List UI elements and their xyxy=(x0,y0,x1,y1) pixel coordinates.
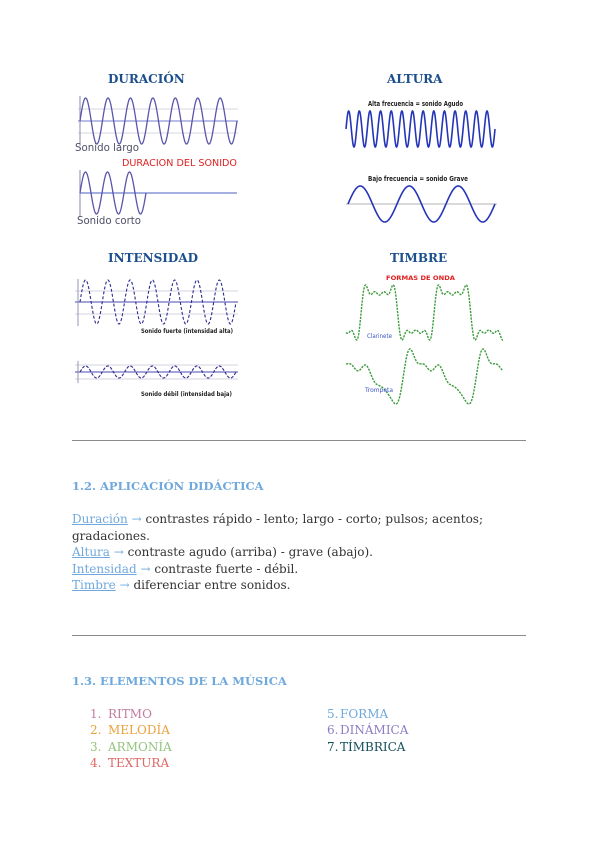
duration-heading: DURACIÓN xyxy=(108,72,185,86)
item-number: 5. xyxy=(327,707,339,721)
long-sound-label: Sonido largo xyxy=(75,142,139,154)
term-link-duracion[interactable]: Duración xyxy=(72,512,128,526)
item-label: ARMONÍA xyxy=(108,739,172,754)
term-link-intensidad[interactable]: Intensidad xyxy=(72,561,137,576)
application-description: contraste fuerte - débil. xyxy=(154,561,299,576)
pitch-figure xyxy=(340,96,502,228)
trumpet-waveform xyxy=(346,349,503,404)
list-item-melodia xyxy=(90,722,172,738)
item-label: TÍMBRICA xyxy=(340,739,406,754)
horizontal-divider xyxy=(72,635,526,636)
item-number: 7. xyxy=(327,739,339,754)
item-label: FORMA xyxy=(340,707,389,721)
list-item-ritmo xyxy=(90,706,172,722)
pitch-heading: ALTURA xyxy=(387,72,443,86)
duration-figure xyxy=(72,92,244,232)
application-item-timbre xyxy=(72,577,527,594)
item-number: 4. xyxy=(90,756,102,771)
timbre-figure xyxy=(340,272,506,410)
application-description: contrastes rápido - lento; largo - corto; pulsos; acentos; gradaciones. xyxy=(72,512,484,543)
item-label: DINÁMICA xyxy=(340,723,409,738)
list-item-timbrica xyxy=(327,739,408,755)
item-number: 6. xyxy=(327,723,339,738)
music-elements-list-right xyxy=(327,706,408,755)
music-elements-list-left xyxy=(90,706,172,772)
term-link-altura[interactable]: Altura xyxy=(72,545,110,559)
weak-sound-label: Sonido débil (intensidad baja) xyxy=(141,390,233,398)
application-description: contraste agudo (arriba) - grave (abajo). xyxy=(127,545,373,559)
application-item-intensidad xyxy=(72,561,527,578)
item-label: RITMO xyxy=(108,707,152,721)
high-frequency-label: Alta frecuencia = sonido Agudo xyxy=(368,100,464,108)
arrow-symbol: → xyxy=(119,578,130,592)
arrow-symbol: → xyxy=(131,512,142,526)
intensity-figure xyxy=(72,276,242,402)
item-number: 2. xyxy=(90,723,102,738)
section-title-didactic-application: 1.2. APLICACIÓN DIDÁCTICA xyxy=(72,479,264,493)
clarinet-label: Clarinete xyxy=(367,332,392,340)
item-number: 1. xyxy=(90,707,102,721)
list-item-dinamica xyxy=(327,722,408,738)
high-frequency-wave xyxy=(346,111,495,147)
application-item-altura xyxy=(72,544,527,561)
low-frequency-label: Bajo frecuencia = sonido Grave xyxy=(368,175,469,183)
term-link-timbre[interactable]: Timbre xyxy=(72,578,116,592)
duration-caption: DURACION DEL SONIDO xyxy=(122,158,237,169)
list-item-forma xyxy=(327,706,408,722)
timbre-heading: TIMBRE xyxy=(390,251,448,265)
item-label: TEXTURA xyxy=(108,756,170,771)
application-item-duracion xyxy=(72,511,527,544)
waveforms-caption: FORMAS DE ONDA xyxy=(386,274,455,282)
trumpet-label: Trompeta xyxy=(364,386,394,394)
item-number: 3. xyxy=(90,739,102,754)
didactic-application-text xyxy=(72,511,527,594)
intensity-heading: INTENSIDAD xyxy=(108,251,199,265)
horizontal-divider xyxy=(72,440,526,441)
short-sound-label: Sonido corto xyxy=(77,215,141,227)
list-item-armonia xyxy=(90,739,172,755)
list-item-textura xyxy=(90,755,172,771)
item-label: MELODÍA xyxy=(108,723,170,738)
strong-sound-label: Sonido fuerte (intensidad alta) xyxy=(141,327,234,335)
arrow-symbol: → xyxy=(113,545,124,559)
application-description: diferenciar entre sonidos. xyxy=(133,578,291,592)
section-title-music-elements: 1.3. ELEMENTOS DE LA MÚSICA xyxy=(72,674,287,688)
arrow-symbol: → xyxy=(140,561,151,576)
